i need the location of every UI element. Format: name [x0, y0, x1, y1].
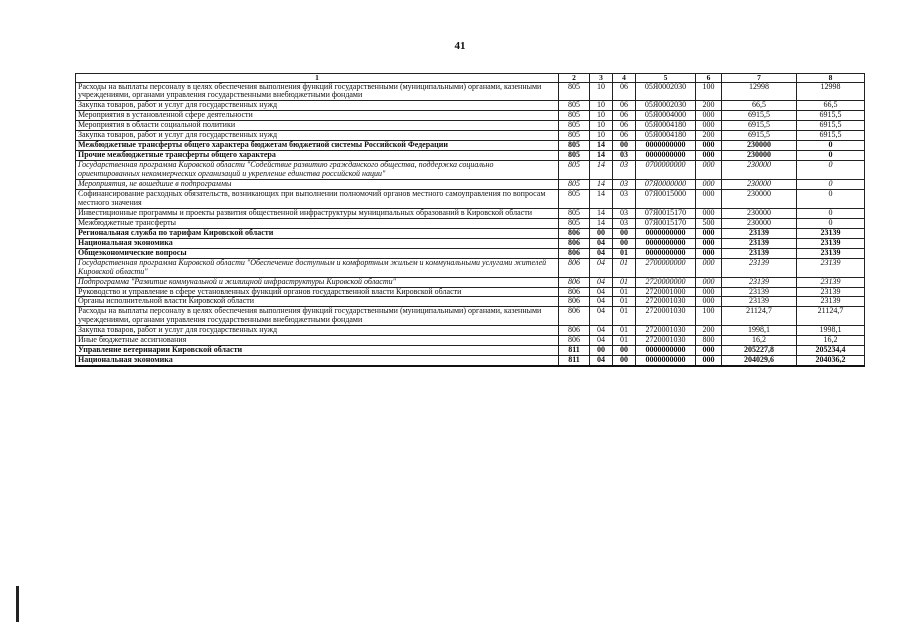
cell-subsection: 01 — [613, 336, 636, 346]
table-row — [76, 141, 865, 151]
cell-expense-type: 000 — [696, 141, 722, 151]
cell-amount-year-1: 6915,5 — [722, 121, 797, 131]
cell-description: Общеэкономические вопросы — [76, 248, 559, 258]
cell-description: Межбюджетные трансферты — [76, 218, 559, 228]
cell-target-article: 07Я0015000 — [636, 189, 696, 208]
table-row — [76, 121, 865, 131]
cell-target-article: 07Я0015170 — [636, 218, 696, 228]
cell-section: 04 — [590, 356, 613, 366]
cell-target-article: 0000000000 — [636, 151, 696, 161]
cell-amount-year-2: 23139 — [797, 248, 865, 258]
cell-section: 04 — [590, 326, 613, 336]
cell-amount-year-1: 23139 — [722, 297, 797, 307]
cell-amount-year-2: 0 — [797, 218, 865, 228]
table-row — [76, 277, 865, 287]
cell-section: 14 — [590, 161, 613, 180]
cell-amount-year-1: 230000 — [722, 208, 797, 218]
cell-expense-type: 000 — [696, 121, 722, 131]
cell-ministry-code: 805 — [559, 218, 590, 228]
cell-amount-year-1: 23139 — [722, 277, 797, 287]
table-row — [76, 258, 865, 277]
cell-amount-year-2: 205234,4 — [797, 346, 865, 356]
cell-ministry-code: 805 — [559, 189, 590, 208]
cell-description: Мероприятия, не вошедшие в подпрограммы — [76, 180, 559, 190]
cell-subsection: 00 — [613, 228, 636, 238]
cell-amount-year-2: 23139 — [797, 277, 865, 287]
cell-section: 00 — [590, 346, 613, 356]
cell-description: Софинансирование расходных обязательств, возникающих при выполнении полномочий органов местного самоуправления по вопросам местного значения — [76, 189, 559, 208]
cell-expense-type: 000 — [696, 228, 722, 238]
cell-amount-year-2: 204036,2 — [797, 356, 865, 366]
cell-target-article: 0000000000 — [636, 248, 696, 258]
cell-ministry-code: 805 — [559, 180, 590, 190]
cell-amount-year-2: 23139 — [797, 238, 865, 248]
cell-target-article: 2720001030 — [636, 297, 696, 307]
cell-ministry-code: 805 — [559, 101, 590, 111]
column-number: 4 — [613, 74, 636, 83]
cell-subsection: 00 — [613, 238, 636, 248]
cell-section: 10 — [590, 121, 613, 131]
cell-target-article: 05Я0002030 — [636, 101, 696, 111]
cell-ministry-code: 805 — [559, 121, 590, 131]
cell-subsection: 01 — [613, 326, 636, 336]
table-row — [76, 180, 865, 190]
cell-amount-year-2: 6915,5 — [797, 131, 865, 141]
cell-target-article: 2720001000 — [636, 287, 696, 297]
cell-description: Закупка товаров, работ и услуг для государственных нужд — [76, 101, 559, 111]
cell-expense-type: 000 — [696, 287, 722, 297]
cell-description: Региональная служба по тарифам Кировской области — [76, 228, 559, 238]
cell-target-article: 07Я0000000 — [636, 180, 696, 190]
cell-target-article: 0000000000 — [636, 356, 696, 366]
cell-target-article: 0700000000 — [636, 161, 696, 180]
cell-amount-year-1: 6915,5 — [722, 111, 797, 121]
cell-amount-year-1: 23139 — [722, 287, 797, 297]
column-number: 8 — [797, 74, 865, 83]
cell-section: 14 — [590, 189, 613, 208]
cell-section: 04 — [590, 297, 613, 307]
cell-ministry-code: 805 — [559, 82, 590, 101]
table-row — [76, 218, 865, 228]
cell-section: 14 — [590, 180, 613, 190]
cell-amount-year-2: 23139 — [797, 228, 865, 238]
cell-ministry-code: 806 — [559, 287, 590, 297]
cell-subsection: 01 — [613, 287, 636, 297]
cell-subsection: 00 — [613, 346, 636, 356]
cell-ministry-code: 811 — [559, 356, 590, 366]
cell-description: Прочие межбюджетные трансферты общего характера — [76, 151, 559, 161]
cell-ministry-code: 805 — [559, 111, 590, 121]
cell-subsection: 00 — [613, 356, 636, 366]
cell-amount-year-1: 23139 — [722, 238, 797, 248]
cell-section: 04 — [590, 277, 613, 287]
cell-section: 04 — [590, 287, 613, 297]
cell-amount-year-2: 0 — [797, 141, 865, 151]
cell-expense-type: 000 — [696, 151, 722, 161]
cell-description: Национальная экономика — [76, 356, 559, 366]
cell-subsection: 06 — [613, 101, 636, 111]
budget-table — [75, 73, 865, 367]
cell-amount-year-2: 12998 — [797, 82, 865, 101]
cell-description: Государственная программа Кировской области "Обеспечение доступным и комфортным жильем и коммунальными услугами жителей Кировской области" — [76, 258, 559, 277]
column-number: 6 — [696, 74, 722, 83]
cell-target-article: 2700000000 — [636, 258, 696, 277]
cell-subsection: 03 — [613, 189, 636, 208]
cell-amount-year-1: 230000 — [722, 151, 797, 161]
table-row — [76, 297, 865, 307]
cell-description: Подпрограмма "Развитие коммунальной и жилищной инфраструктуры Кировской области" — [76, 277, 559, 287]
cell-amount-year-2: 0 — [797, 151, 865, 161]
cell-ministry-code: 806 — [559, 228, 590, 238]
cell-amount-year-1: 21124,7 — [722, 307, 797, 326]
cell-amount-year-2: 23139 — [797, 258, 865, 277]
cell-expense-type: 200 — [696, 131, 722, 141]
table-row — [76, 161, 865, 180]
cell-description: Руководство и управление в сфере установленных функций органов государственной власти Кировской области — [76, 287, 559, 297]
cell-target-article: 05Я0004180 — [636, 121, 696, 131]
cell-amount-year-1: 23139 — [722, 228, 797, 238]
column-number: 1 — [76, 74, 559, 83]
cell-target-article: 0000000000 — [636, 141, 696, 151]
cell-subsection: 06 — [613, 131, 636, 141]
cell-target-article: 2720001030 — [636, 307, 696, 326]
column-number: 7 — [722, 74, 797, 83]
cell-section: 14 — [590, 151, 613, 161]
cell-section: 10 — [590, 111, 613, 121]
cell-amount-year-1: 230000 — [722, 180, 797, 190]
cell-amount-year-1: 230000 — [722, 218, 797, 228]
cell-target-article: 07Я0015170 — [636, 208, 696, 218]
cell-subsection: 03 — [613, 161, 636, 180]
cell-section: 04 — [590, 307, 613, 326]
cell-subsection: 01 — [613, 307, 636, 326]
cell-ministry-code: 806 — [559, 248, 590, 258]
table-row — [76, 189, 865, 208]
cell-amount-year-2: 23139 — [797, 297, 865, 307]
cell-expense-type: 100 — [696, 307, 722, 326]
cell-section: 14 — [590, 208, 613, 218]
cell-subsection: 03 — [613, 218, 636, 228]
cell-ministry-code: 806 — [559, 277, 590, 287]
cell-expense-type: 000 — [696, 297, 722, 307]
cell-amount-year-1: 23139 — [722, 258, 797, 277]
cell-description: Иные бюджетные ассигнования — [76, 336, 559, 346]
table-row — [76, 336, 865, 346]
cell-subsection: 00 — [613, 141, 636, 151]
cell-amount-year-1: 12998 — [722, 82, 797, 101]
cell-description: Инвестиционные программы и проекты развития общественной инфраструктуры муниципальных образований в Кировской области — [76, 208, 559, 218]
cell-subsection: 03 — [613, 208, 636, 218]
cell-amount-year-2: 16,2 — [797, 336, 865, 346]
cell-amount-year-2: 0 — [797, 189, 865, 208]
cell-target-article: 2720000000 — [636, 277, 696, 287]
cell-target-article: 05Я0002030 — [636, 82, 696, 101]
cell-section: 10 — [590, 82, 613, 101]
cell-target-article: 0000000000 — [636, 346, 696, 356]
cell-amount-year-2: 21124,7 — [797, 307, 865, 326]
table-row — [76, 356, 865, 366]
cell-section: 14 — [590, 141, 613, 151]
column-number: 3 — [590, 74, 613, 83]
table-row — [76, 131, 865, 141]
cell-amount-year-2: 6915,5 — [797, 121, 865, 131]
cell-expense-type: 200 — [696, 326, 722, 336]
cell-expense-type: 000 — [696, 248, 722, 258]
cell-expense-type: 000 — [696, 346, 722, 356]
cell-description: Государственная программа Кировской области "Содействие развитию гражданского общества, поддержка социально ориентированных некоммерческих организаций и укрепление единства российской нации" — [76, 161, 559, 180]
scan-edge-mark — [16, 586, 19, 622]
cell-amount-year-2: 0 — [797, 180, 865, 190]
cell-expense-type: 200 — [696, 101, 722, 111]
cell-target-article: 05Я0004180 — [636, 131, 696, 141]
cell-amount-year-1: 204029,6 — [722, 356, 797, 366]
cell-section: 04 — [590, 258, 613, 277]
table-row — [76, 228, 865, 238]
cell-expense-type: 000 — [696, 161, 722, 180]
cell-amount-year-1: 6915,5 — [722, 131, 797, 141]
column-number: 2 — [559, 74, 590, 83]
cell-section: 04 — [590, 238, 613, 248]
cell-subsection: 03 — [613, 151, 636, 161]
table-row — [76, 208, 865, 218]
table-row — [76, 326, 865, 336]
cell-section: 04 — [590, 248, 613, 258]
cell-amount-year-1: 230000 — [722, 141, 797, 151]
cell-ministry-code: 806 — [559, 307, 590, 326]
cell-expense-type: 100 — [696, 82, 722, 101]
cell-description: Мероприятия в установленной сфере деятельности — [76, 111, 559, 121]
cell-amount-year-1: 23139 — [722, 248, 797, 258]
cell-expense-type: 000 — [696, 238, 722, 248]
cell-expense-type: 000 — [696, 208, 722, 218]
cell-section: 14 — [590, 218, 613, 228]
cell-section: 00 — [590, 228, 613, 238]
cell-amount-year-1: 66,5 — [722, 101, 797, 111]
table-row — [76, 151, 865, 161]
table-row — [76, 111, 865, 121]
cell-section: 04 — [590, 336, 613, 346]
cell-target-article: 2720001030 — [636, 336, 696, 346]
cell-subsection: 06 — [613, 121, 636, 131]
cell-amount-year-2: 66,5 — [797, 101, 865, 111]
cell-amount-year-2: 1998,1 — [797, 326, 865, 336]
cell-description: Органы исполнительной власти Кировской области — [76, 297, 559, 307]
cell-subsection: 03 — [613, 180, 636, 190]
cell-amount-year-2: 6915,5 — [797, 111, 865, 121]
cell-ministry-code: 805 — [559, 151, 590, 161]
cell-subsection: 06 — [613, 82, 636, 101]
cell-subsection: 01 — [613, 297, 636, 307]
cell-description: Закупка товаров, работ и услуг для государственных нужд — [76, 131, 559, 141]
cell-description: Управление ветеринарии Кировской области — [76, 346, 559, 356]
column-number: 5 — [636, 74, 696, 83]
cell-expense-type: 000 — [696, 180, 722, 190]
cell-section: 10 — [590, 101, 613, 111]
table-row — [76, 287, 865, 297]
cell-amount-year-1: 230000 — [722, 161, 797, 180]
cell-amount-year-2: 0 — [797, 208, 865, 218]
cell-description: Межбюджетные трансферты общего характера бюджетам бюджетной системы Российской Федерации — [76, 141, 559, 151]
cell-description: Национальная экономика — [76, 238, 559, 248]
cell-ministry-code: 806 — [559, 238, 590, 248]
table-row — [76, 307, 865, 326]
table-row — [76, 82, 865, 101]
cell-description: Расходы на выплаты персоналу в целях обеспечения выполнения функций государственными (муниципальными) органами, казенными учреждениями, органами управления государственными внебюджетными фондами — [76, 307, 559, 326]
cell-description: Мероприятия в области социальной политики — [76, 121, 559, 131]
cell-description: Расходы на выплаты персоналу в целях обеспечения выполнения функций государственными (муниципальными) органами, казенными учреждениями, органами управления государственными внебюджетными фондами — [76, 82, 559, 101]
cell-target-article: 0000000000 — [636, 238, 696, 248]
cell-amount-year-1: 205227,8 — [722, 346, 797, 356]
page-number: 41 — [454, 40, 466, 52]
table-row — [76, 248, 865, 258]
cell-expense-type: 000 — [696, 189, 722, 208]
cell-section: 10 — [590, 131, 613, 141]
table-row — [76, 238, 865, 248]
cell-ministry-code: 805 — [559, 161, 590, 180]
cell-target-article: 05Я0004000 — [636, 111, 696, 121]
cell-expense-type: 000 — [696, 356, 722, 366]
cell-expense-type: 800 — [696, 336, 722, 346]
cell-amount-year-2: 0 — [797, 161, 865, 180]
cell-subsection: 01 — [613, 248, 636, 258]
cell-ministry-code: 805 — [559, 208, 590, 218]
cell-subsection: 01 — [613, 277, 636, 287]
cell-ministry-code: 806 — [559, 297, 590, 307]
cell-subsection: 06 — [613, 111, 636, 121]
cell-expense-type: 000 — [696, 111, 722, 121]
cell-target-article: 0000000000 — [636, 228, 696, 238]
cell-target-article: 2720001030 — [636, 326, 696, 336]
cell-ministry-code: 805 — [559, 141, 590, 151]
cell-amount-year-1: 16,2 — [722, 336, 797, 346]
cell-expense-type: 000 — [696, 258, 722, 277]
table-row — [76, 346, 865, 356]
cell-amount-year-1: 230000 — [722, 189, 797, 208]
cell-ministry-code: 806 — [559, 258, 590, 277]
cell-ministry-code: 811 — [559, 346, 590, 356]
cell-expense-type: 000 — [696, 277, 722, 287]
cell-ministry-code: 806 — [559, 336, 590, 346]
cell-expense-type: 500 — [696, 218, 722, 228]
cell-amount-year-2: 23139 — [797, 287, 865, 297]
cell-ministry-code: 806 — [559, 326, 590, 336]
cell-description: Закупка товаров, работ и услуг для государственных нужд — [76, 326, 559, 336]
table-row — [76, 101, 865, 111]
cell-subsection: 01 — [613, 258, 636, 277]
cell-ministry-code: 805 — [559, 131, 590, 141]
cell-amount-year-1: 1998,1 — [722, 326, 797, 336]
column-number-row — [76, 74, 865, 83]
